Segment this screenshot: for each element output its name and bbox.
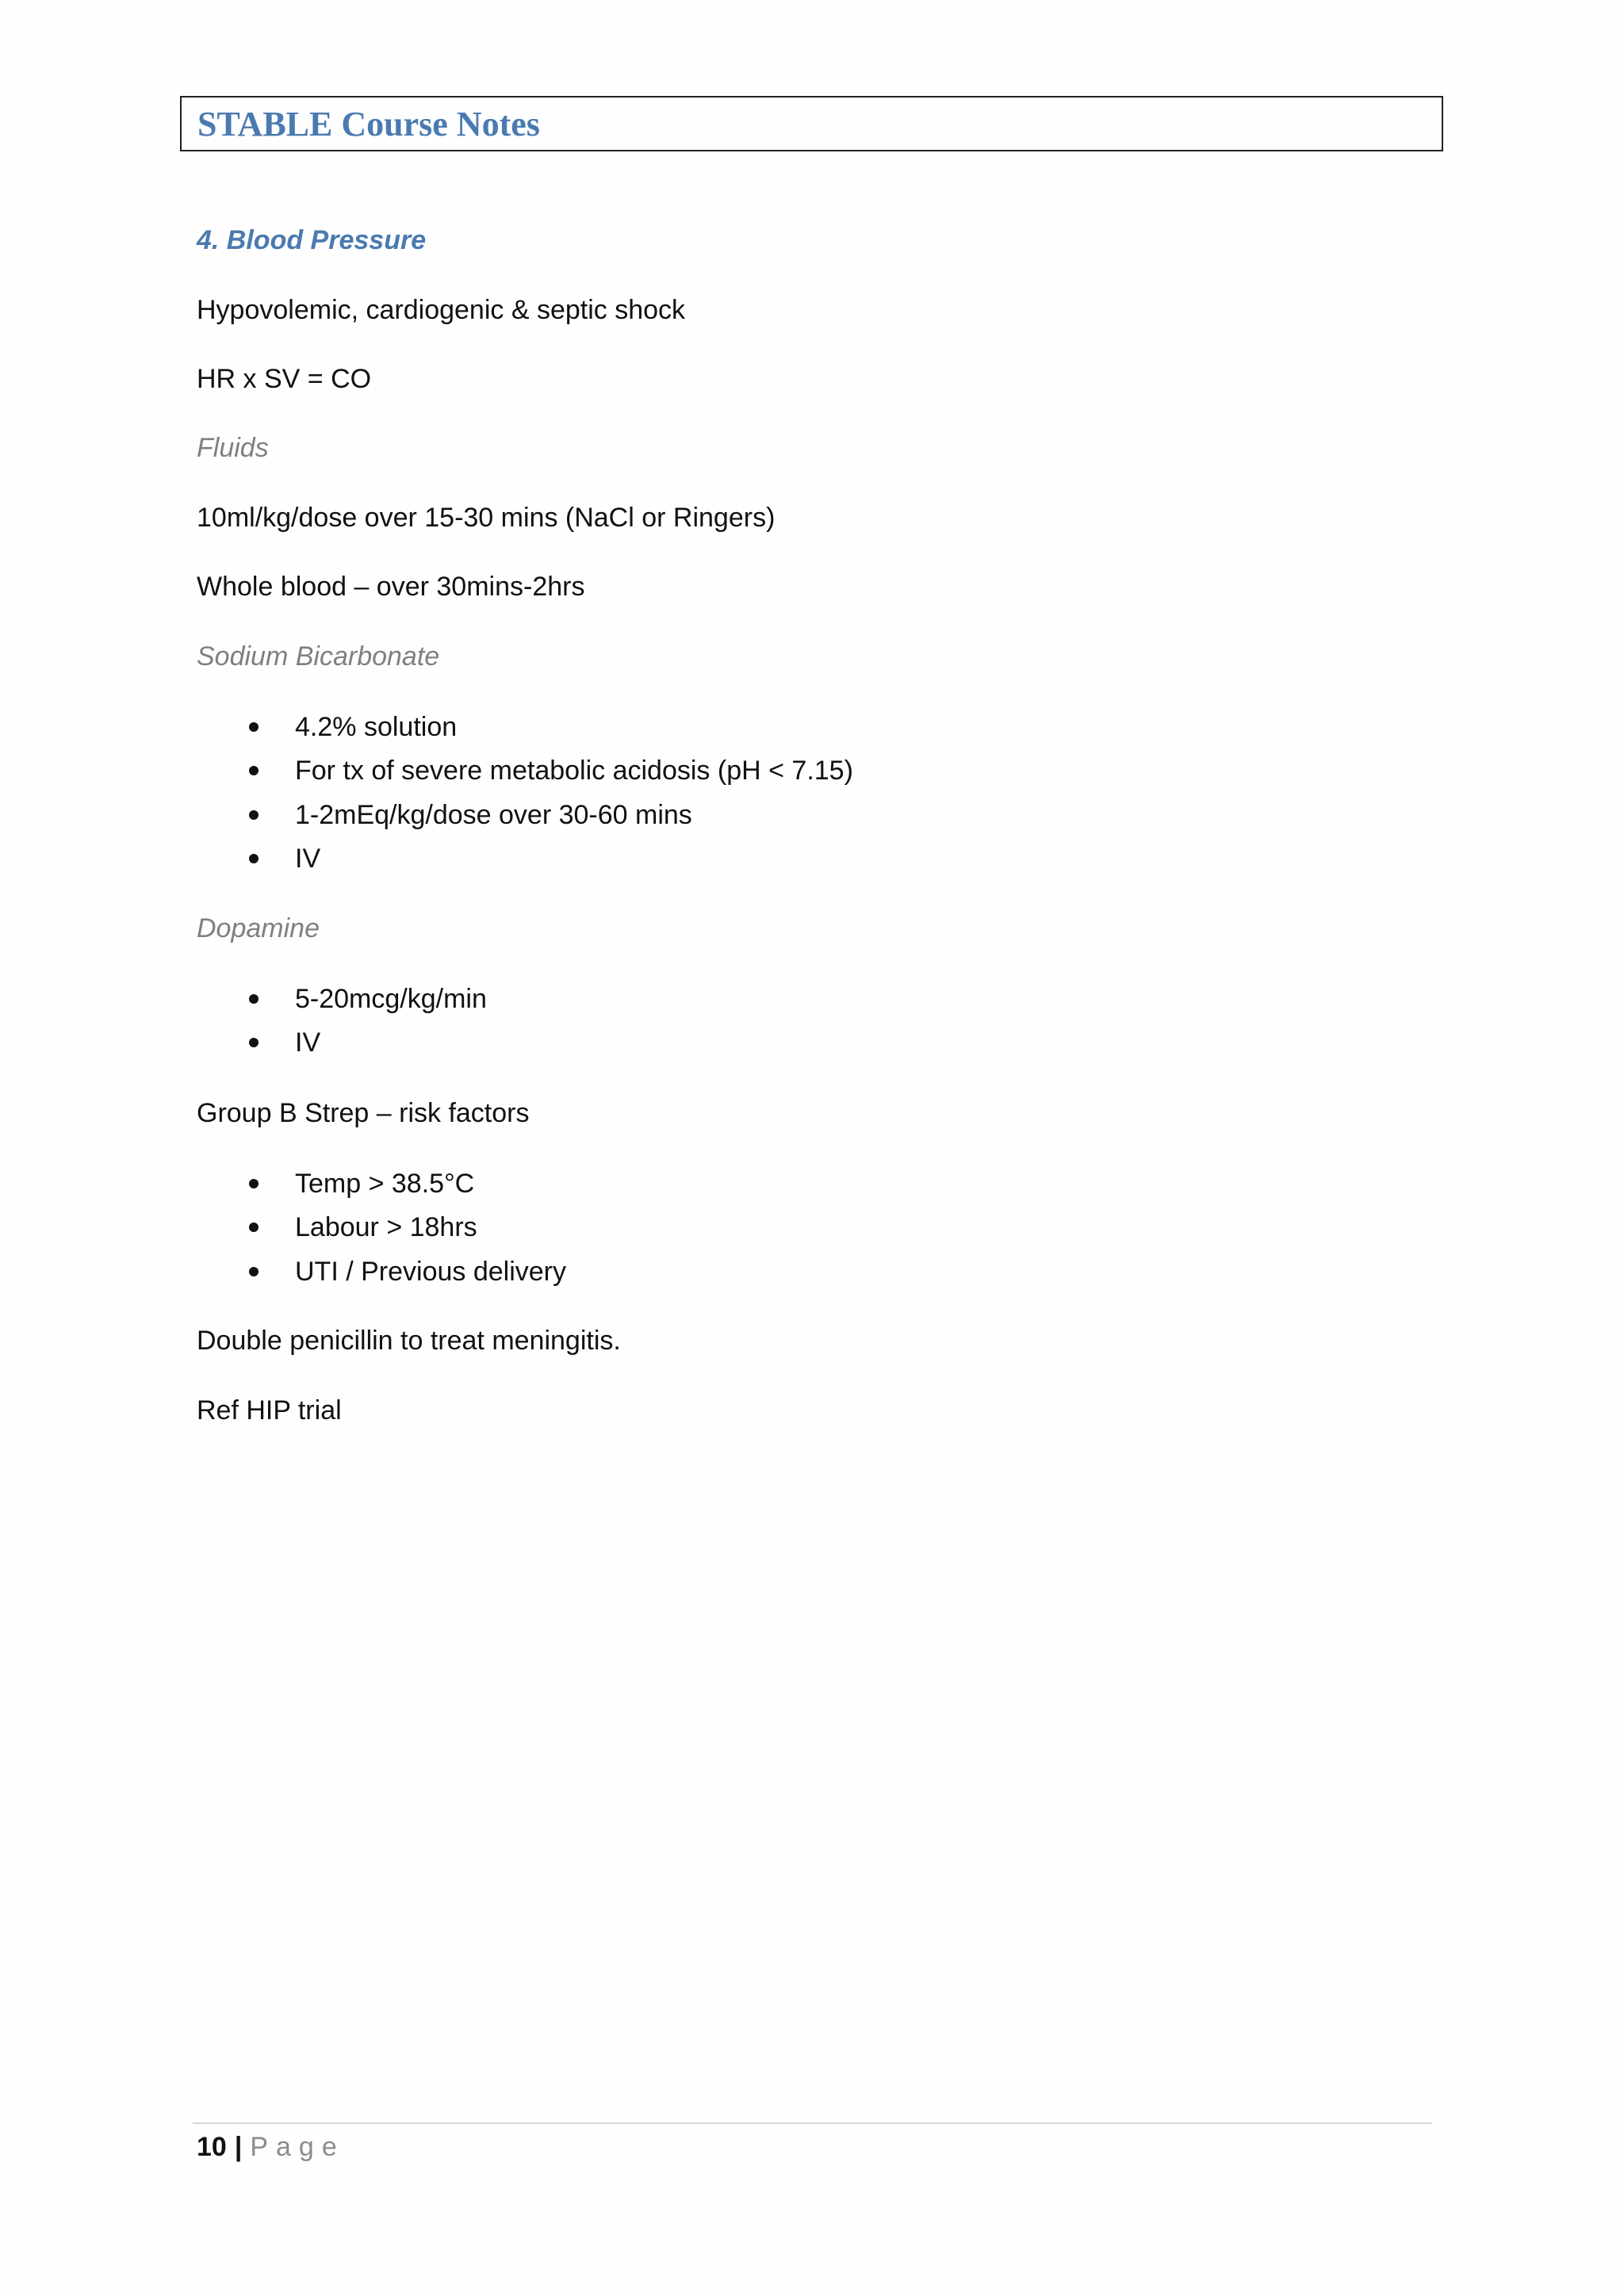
gbs-heading: Group B Strep – risk factors (197, 1098, 530, 1128)
dopamine-heading: Dopamine (197, 913, 320, 943)
list-item-text: For tx of severe metabolic acidosis (pH < 7.15) (295, 756, 853, 786)
list-item-text: 1-2mEq/kg/dose over 30-60 mins (295, 800, 692, 830)
bullet-icon (249, 1267, 259, 1276)
list-item-text: Labour > 18hrs (295, 1212, 477, 1242)
footer-divider (193, 2122, 1432, 2124)
footer-separator: | (234, 2132, 243, 2162)
bullet-icon (249, 810, 259, 820)
list-item-text: IV (295, 844, 321, 874)
shock-types-text: Hypovolemic, cardiogenic & septic shock (197, 295, 686, 325)
page-footer (197, 2130, 345, 2164)
list-item-text: UTI / Previous delivery (295, 1257, 566, 1287)
page-header (180, 96, 1443, 151)
document-title: STABLE Course Notes (197, 105, 540, 144)
section-heading: 4. Blood Pressure (197, 225, 427, 255)
list-item-text: Temp > 38.5°C (295, 1169, 475, 1199)
sodium-bicarbonate-heading: Sodium Bicarbonate (197, 641, 440, 672)
fluids-line: 10ml/kg/dose over 15-30 mins (NaCl or Ringers) (197, 503, 776, 533)
page-number: 10 (197, 2132, 227, 2162)
bullet-icon (249, 1179, 259, 1188)
cardiac-output-formula: HR x SV = CO (197, 364, 372, 394)
note-text: Double penicillin to treat meningitis. (197, 1326, 621, 1356)
fluids-heading: Fluids (197, 433, 269, 463)
fluids-line: Whole blood – over 30mins-2hrs (197, 572, 585, 602)
list-item-text: 4.2% solution (295, 712, 458, 742)
list-item-text: IV (295, 1027, 321, 1058)
bullet-icon (249, 1223, 259, 1232)
bullet-icon (249, 1038, 259, 1047)
bullet-icon (249, 766, 259, 775)
list-item-text: 5-20mcg/kg/min (295, 984, 487, 1014)
bullet-icon (249, 994, 259, 1004)
note-text: Ref HIP trial (197, 1395, 342, 1425)
page-label: Page (250, 2132, 345, 2162)
bullet-icon (249, 854, 259, 863)
bullet-icon (249, 722, 259, 732)
